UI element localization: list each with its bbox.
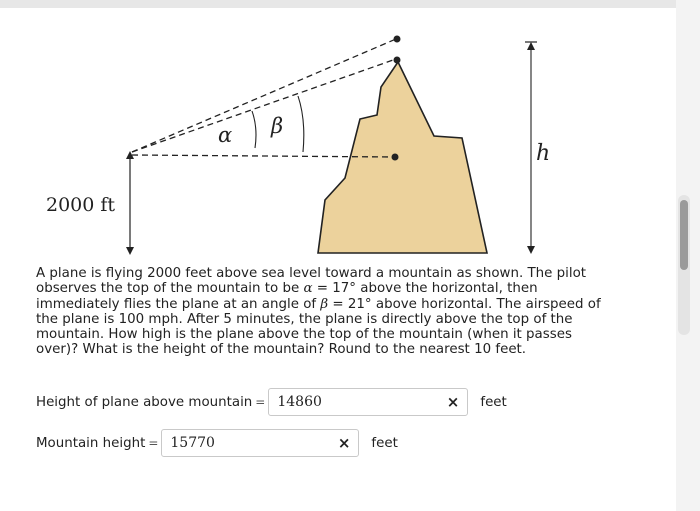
mountain-base-point [392,154,399,161]
alpha-symbol: α [303,281,313,297]
problem-text [36,266,616,358]
plane-height-input[interactable] [268,388,468,416]
answer-row-plane-height [36,388,507,416]
answer-label-plane-height: Height of plane above mountain [36,394,253,410]
scrollbar-thumb[interactable] [680,200,688,270]
beta-label: β [271,114,284,138]
alpha-label: α [218,123,233,147]
incorrect-x-icon: × [337,434,351,452]
alpha-value: = 17° [312,281,361,297]
answer-label-mountain-height: Mountain height [36,435,146,451]
beta-symbol: β [320,296,329,312]
mountain-top-point [394,57,401,64]
equals-sign: = [148,436,159,450]
unit-label: feet [371,435,398,451]
plane-final-point [394,36,401,43]
equals-sign: = [255,395,266,409]
beta-value: = 21° [328,296,376,312]
problem-part1: A plane is flying 2000 feet above sea level toward a mountain as shown. The pilot observes the top of the mountain to be [36,266,587,297]
unit-label: feet [480,394,507,410]
altitude-marker [126,151,134,255]
alpha-arc [252,111,256,148]
beta-arc [298,96,304,152]
mountain-shape [318,62,487,253]
incorrect-x-icon: × [446,393,460,411]
plane-height-value: 14860 [277,394,322,410]
problem-part3: above horizontal. The airspeed of the plane is 100 mph. After 5 minutes, the plane is directly above the top of the mountain. How high is the plane above the top of the mountain (when it passes over)? What is the height of the mountain? Round to the nearest 10 feet. [36,296,601,358]
answer-row-mountain-height [36,429,398,457]
mountain-height-value: 15770 [170,435,215,451]
altitude-label: 2000 ft [46,194,116,216]
height-label: h [536,141,551,166]
mountain-height-input[interactable] [161,429,359,457]
problem-part2: above the horizontal, then immediately flies the plane at an angle of [36,281,538,312]
